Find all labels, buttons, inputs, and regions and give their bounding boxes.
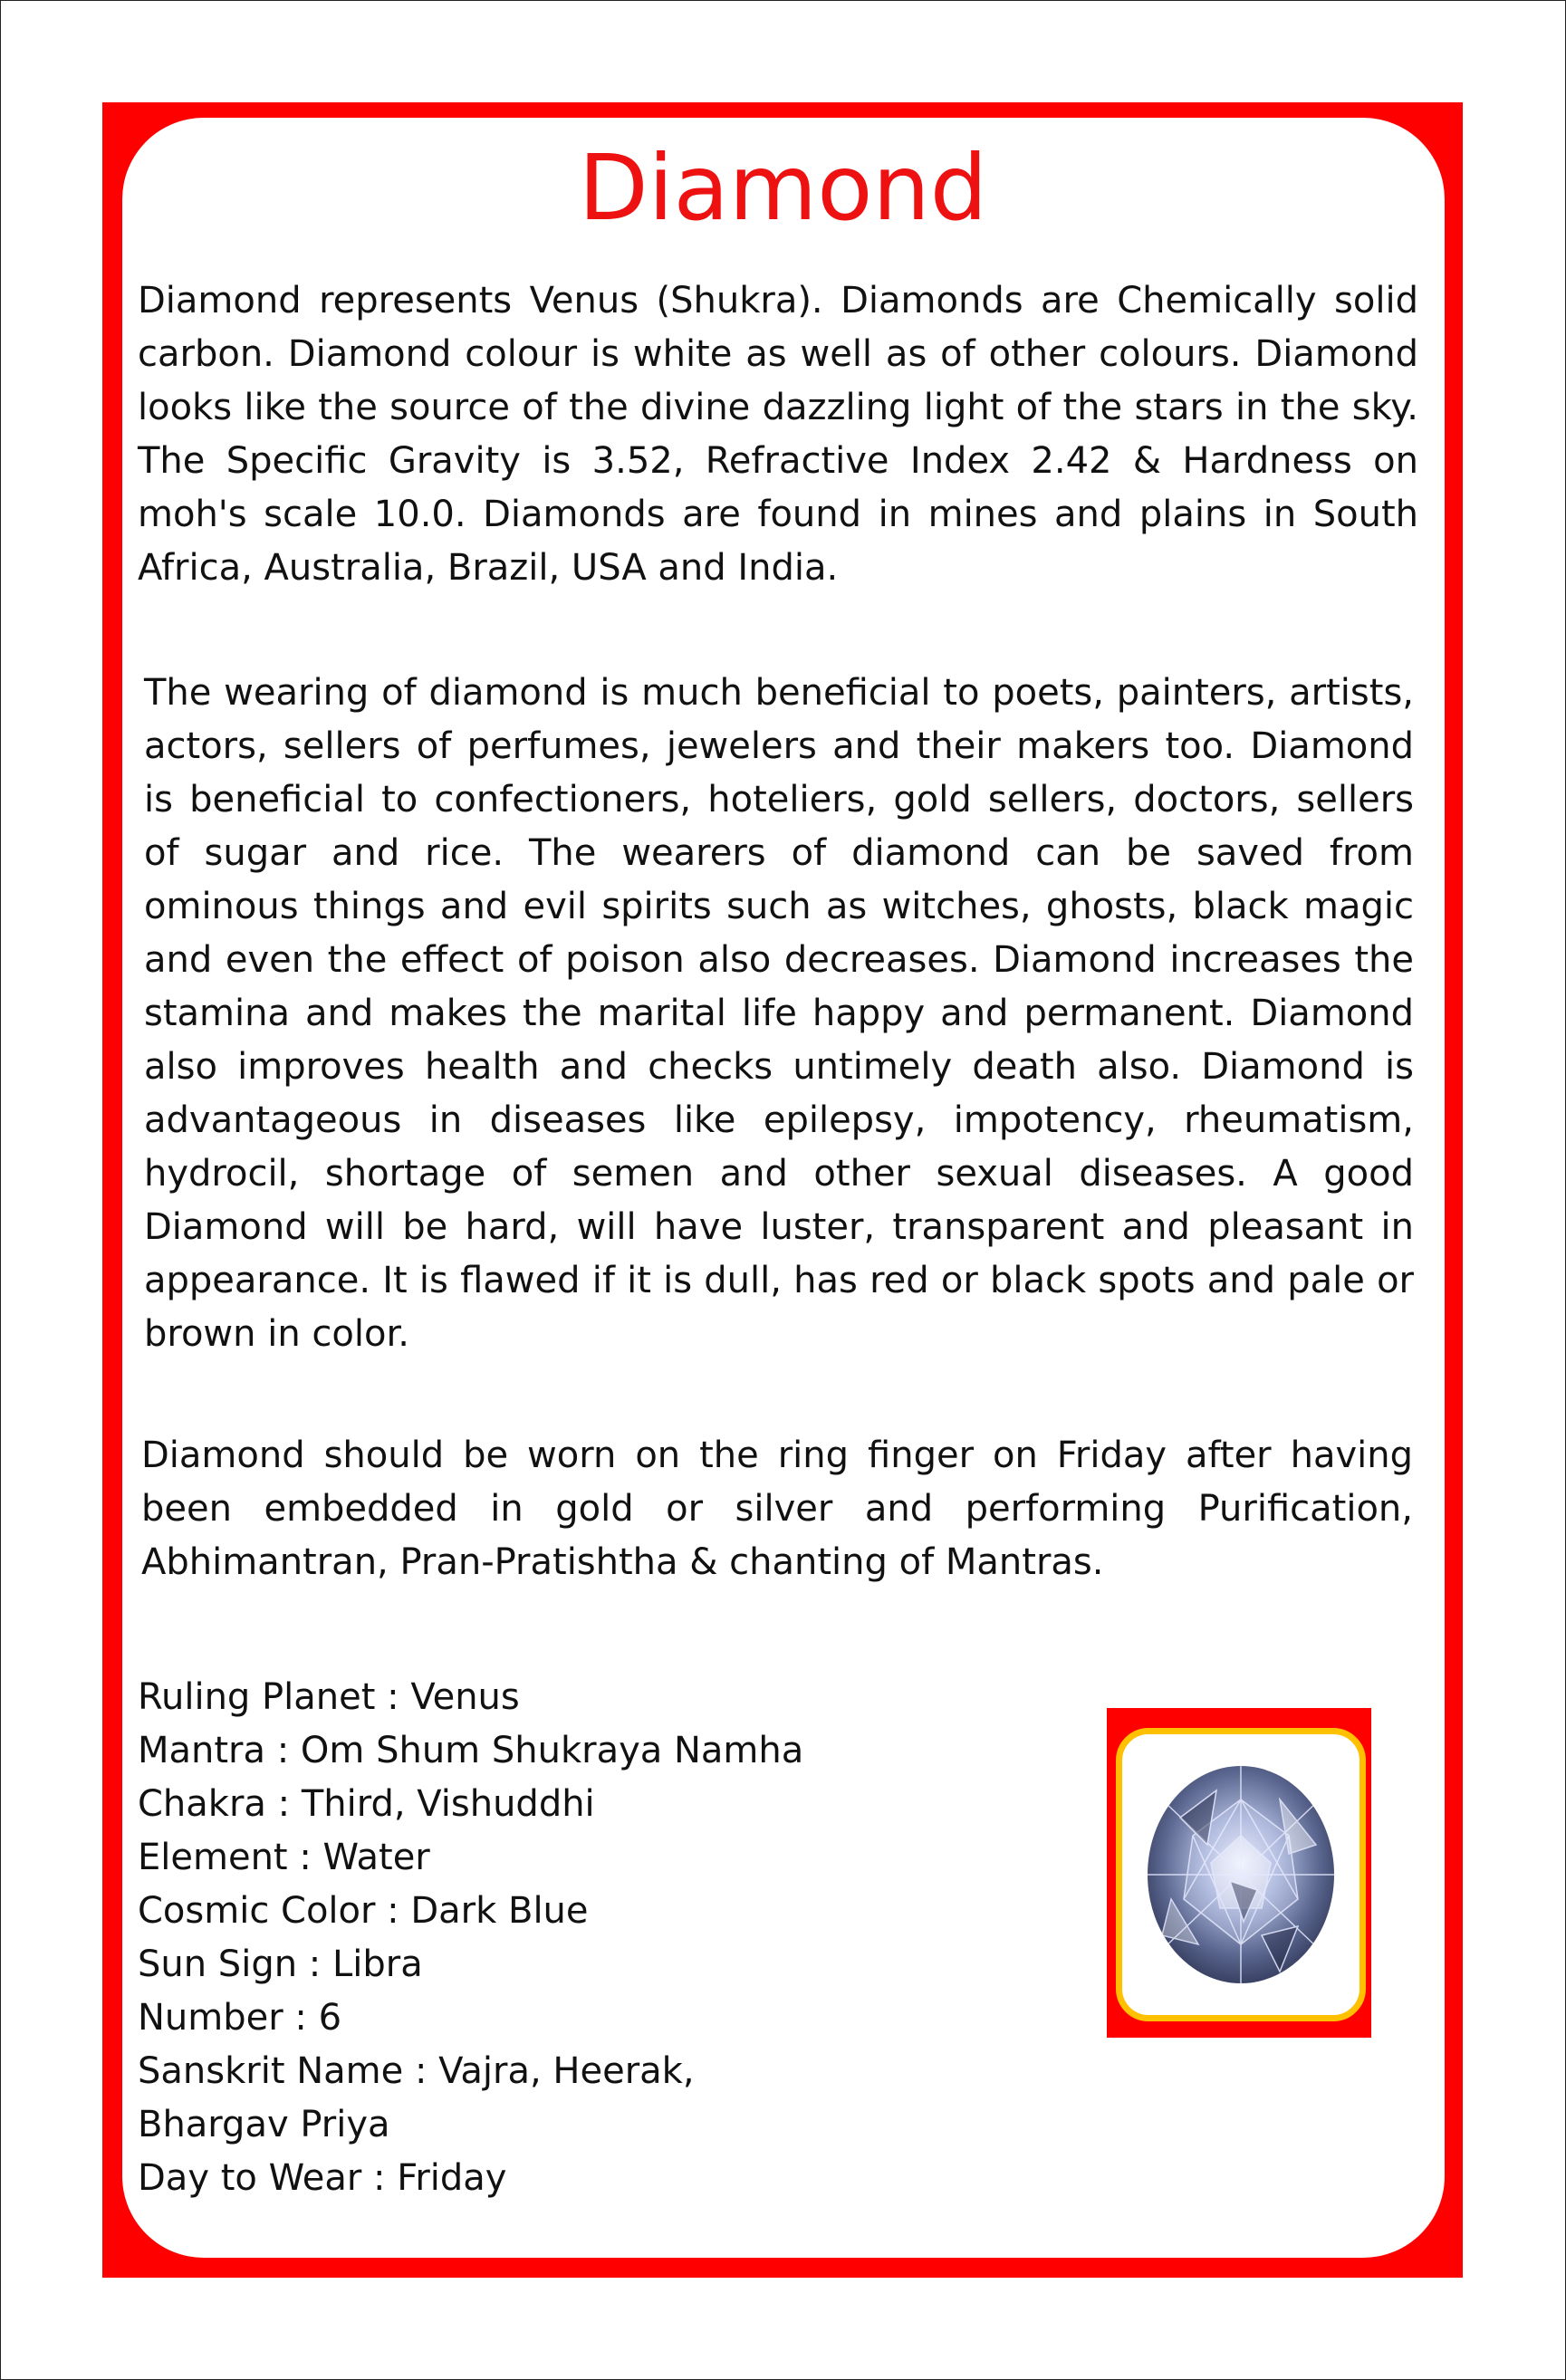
fact-number: Number : 6	[138, 1997, 342, 2039]
fact-ruling-planet: Ruling Planet : Venus	[138, 1676, 520, 1718]
fact-sanskrit-name-cont: Bhargav Priya	[138, 2104, 390, 2145]
benefits-paragraph: The wearing of diamond is much beneficial to poets, painters, artists, actors, sellers of perfumes, jewelers and their makers too. Diamond is beneficial to confectioners, hoteliers, gold sellers, doctors, sellers of sugar and rice. The wearers of diamond can be saved from ominous things and evil spirits such as witches, ghosts, black magic and even the effect of poison also decreases. Diamond increases the stamina and makes the marital life happy and permanent. Diamond also improves health and checks untimely death also. Diamond is advantageous in diseases like epilepsy, impotency, rheumatism, hydrocil, shortage of semen and other sexual diseases. A good Diamond will be hard, will have luster, transparent and pleasant in appearance. It is flawed if it is dull, has red or black spots and pale or brown in color.	[144, 672, 1414, 1355]
gem-image-frame	[1107, 1708, 1371, 2038]
fact-sun-sign: Sun Sign : Libra	[138, 1943, 423, 1985]
facts-list	[138, 1671, 953, 2205]
gem-image-card	[1116, 1728, 1366, 2021]
page-title: Diamond	[578, 135, 988, 241]
fact-day-to-wear: Day to Wear : Friday	[138, 2157, 507, 2199]
diamond-gem-icon	[1144, 1763, 1338, 1986]
fact-chakra: Chakra : Third, Vishuddhi	[138, 1783, 595, 1825]
fact-cosmic-color: Cosmic Color : Dark Blue	[138, 1890, 589, 1932]
wearing-paragraph: Diamond should be worn on the ring finger on Friday after having been embedded in gold or silver and performing Purification, Abhimantran, Pran-Pratishtha & chanting of Mantras.	[141, 1435, 1413, 1583]
fact-sanskrit-name: Sanskrit Name : Vajra, Heerak,	[138, 2050, 695, 2092]
fact-mantra: Mantra : Om Shum Shukraya Namha	[138, 1730, 804, 1771]
description-paragraph: Diamond represents Venus (Shukra). Diamonds are Chemically solid carbon. Diamond colour is white as well as of other colours. Diamond looks like the source of the divine dazzling light of the stars in the sky. The Specific Gravity is 3.52, Refractive Index 2.42 & Hardness on moh's scale 10.0. Diamonds are found in mines and plains in South Africa, Australia, Brazil, USA and India.	[138, 280, 1418, 589]
fact-element: Element : Water	[138, 1837, 430, 1878]
